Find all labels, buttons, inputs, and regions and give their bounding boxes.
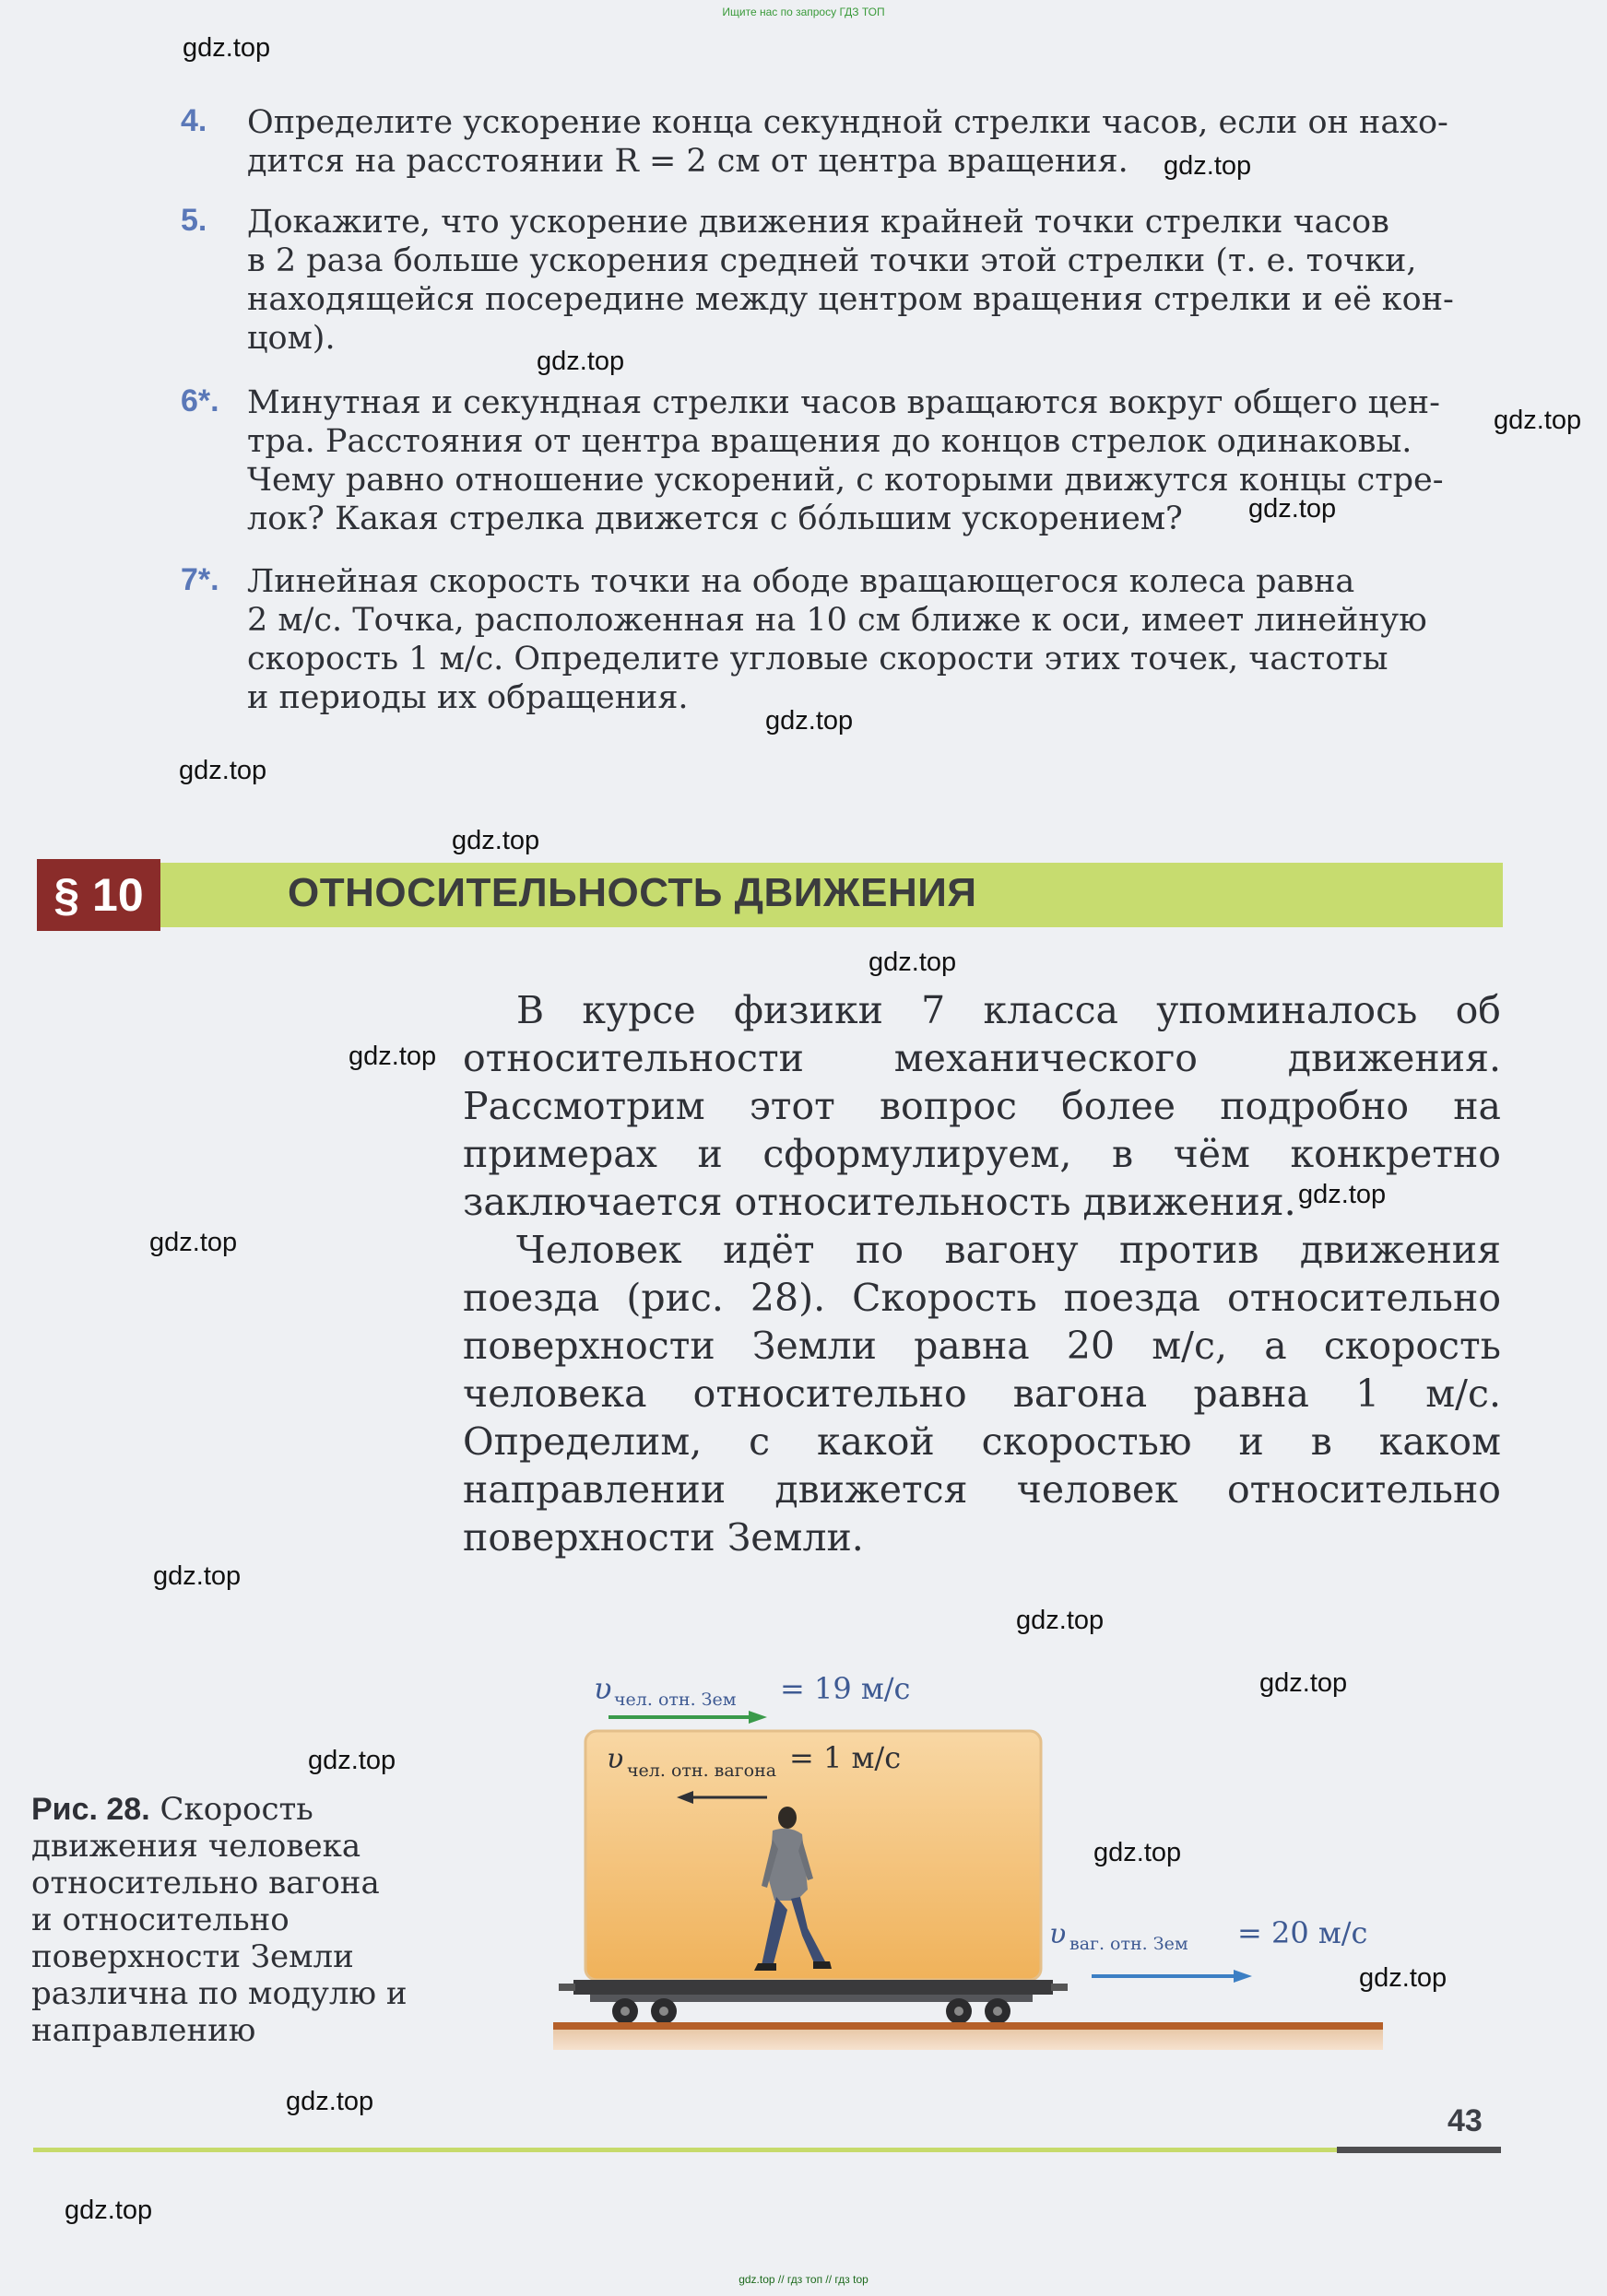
watermark: gdz.top	[286, 2087, 374, 2116]
coupler-right	[1051, 1984, 1068, 1991]
page-number: 43	[1447, 2103, 1483, 2138]
task-line: лок? Какая стрелка движется с бо́льшим ускорением?	[247, 500, 1183, 537]
label-train-value: = 20 м/с	[1237, 1915, 1368, 1950]
watermark: gdz.top	[349, 1042, 437, 1071]
task-number: 4.	[181, 103, 207, 138]
watermark: gdz.top	[1164, 151, 1252, 181]
bottom-rule-accent	[1337, 2147, 1501, 2153]
task-line: в 2 раза больше ускорения средней точки этой стрелки (т. е. точки,	[247, 242, 1417, 279]
task-line: 2 м/с. Точка, расположенная на 10 см ближе к оси, имеет линейную	[247, 602, 1427, 639]
task-line: находящейся посередине между центром вращения стрелки и её кон-	[247, 281, 1454, 318]
figure-illustration	[553, 1659, 1401, 2055]
caption-text: Скорость движения человека относительно вагона и относительно поверхности Земли различна по модулю и направлению	[31, 1791, 408, 2049]
watermark: gdz.top	[179, 756, 267, 785]
paragraph: В курсе физики 7 класса упоминалось об относительности механического движения. Рассмотрим этот вопрос более подробно на примерах и сформулируем, в чём конкретно заключается относительность движения.	[463, 988, 1501, 1224]
watermark: gdz.top	[183, 33, 271, 63]
ground	[553, 2030, 1383, 2050]
section-number: § 10	[37, 859, 160, 931]
coupler-left	[559, 1984, 575, 1991]
watermark: gdz.top	[153, 1561, 242, 1591]
task-line: Определите ускорение конца секундной стрелки часов, если он нахо-	[247, 104, 1448, 141]
body-text	[463, 986, 1501, 1561]
v-symbol: υ	[594, 1671, 612, 1706]
task-number: 5.	[181, 203, 207, 238]
label-wagon-subscript: чел. отн. вагона	[627, 1760, 777, 1781]
task-line: скорость 1 м/с. Определите угловые скорости этих точек, частоты	[247, 641, 1388, 677]
watermark: gdz.top	[1298, 1180, 1387, 1209]
watermark: gdz.top	[308, 1746, 396, 1775]
label-earth-value: = 19 м/с	[780, 1671, 911, 1706]
task-line: дится на расстоянии R = 2 см от центра вращения.	[247, 143, 1128, 180]
watermark: gdz.top	[1016, 1606, 1105, 1635]
task-number: 6*.	[181, 383, 219, 418]
bottom-rule	[33, 2148, 1337, 2152]
task-text	[247, 562, 1499, 717]
watermark: gdz.top	[868, 948, 957, 977]
label-train-subscript: ваг. отн. Зем	[1069, 1934, 1188, 1954]
watermark: gdz.top	[1093, 1838, 1182, 1867]
caption-label: Рис. 28.	[31, 1792, 150, 1827]
arrow-earth-head	[749, 1711, 767, 1724]
task-line: и периоды их обращения.	[247, 679, 689, 716]
figure-28	[553, 1659, 1401, 2055]
rail-line	[553, 2022, 1383, 2030]
top-search-note: Ищите нас по запросу ГДЗ ТОП	[722, 6, 885, 18]
label-wagon-value: = 1 м/с	[789, 1740, 902, 1775]
label-earth-subscript: чел. отн. Зем	[614, 1690, 737, 1710]
watermark: gdz.top	[537, 347, 625, 376]
task-line: Чему равно отношение ускорений, с которыми движутся концы стре-	[247, 462, 1444, 499]
paragraph: Человек идёт по вагону против движения поезда (рис. 28). Скорость поезда относительно поверхности Земли равна 20 м/с, а скорость человека относительно вагона равна 1 м/с. Определим, с какой скоростью и в каком направлении движется человек относительно поверхности Земли.	[463, 1228, 1501, 1560]
v-symbol: υ	[1049, 1918, 1067, 1950]
task-line: Линейная скорость точки на ободе вращающегося колеса равна	[247, 563, 1355, 600]
task-line: Минутная и секундная стрелки часов вращаются вокруг общего цен-	[247, 384, 1440, 421]
wagon-platform	[573, 1980, 1053, 1995]
watermark: gdz.top	[65, 2196, 153, 2225]
wheel-icon	[612, 1998, 1010, 2024]
watermark: gdz.top	[1494, 406, 1582, 435]
task-text	[247, 103, 1499, 181]
task-line: тра. Расстояния от центра вращения до концов стрелок одинаковы.	[247, 423, 1412, 460]
watermark: gdz.top	[765, 706, 854, 736]
watermark: gdz.top	[1248, 494, 1337, 524]
task-number: 7*.	[181, 562, 219, 597]
figure-caption	[31, 1791, 409, 2049]
watermark: gdz.top	[149, 1228, 238, 1257]
watermark: gdz.top	[1259, 1668, 1348, 1698]
footer-note: gdz.top // гдз топ // гдз top	[739, 2273, 868, 2286]
watermark: gdz.top	[452, 826, 540, 855]
watermark: gdz.top	[1359, 1963, 1447, 1993]
v-symbol: υ	[607, 1743, 624, 1775]
task-line: цом).	[247, 320, 336, 357]
task-line: Докажите, что ускорение движения крайней точки стрелки часов	[247, 204, 1389, 241]
task-text	[247, 203, 1499, 358]
arrow-train-head	[1234, 1970, 1252, 1983]
section-title: ОТНОСИТЕЛЬНОСТЬ ДВИЖЕНИЯ	[288, 870, 977, 915]
task-text	[247, 383, 1499, 538]
